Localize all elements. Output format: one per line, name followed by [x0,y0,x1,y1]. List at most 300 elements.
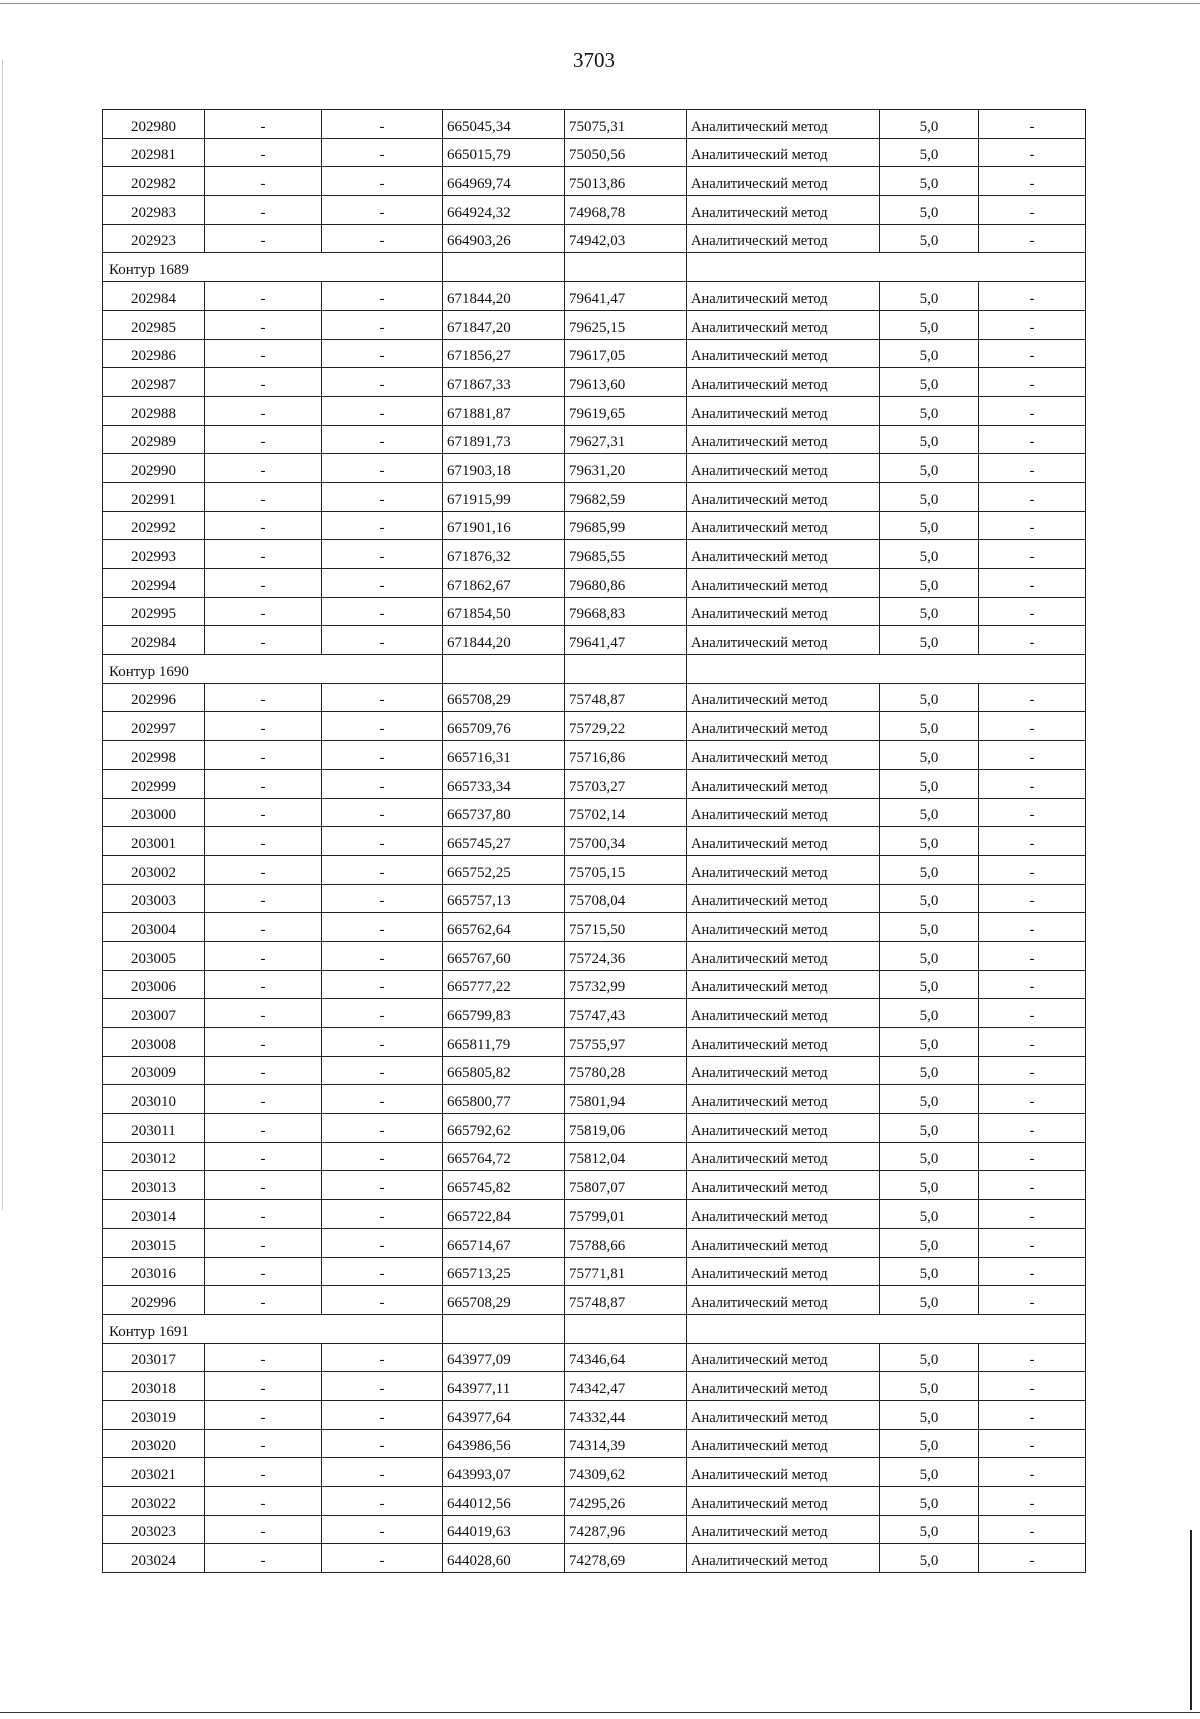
x-coordinate-cell: 665716,31 [443,741,565,770]
table-row [103,1228,1086,1257]
empty-value-cell: - [322,310,443,339]
x-coordinate-cell: 671876,32 [443,540,565,569]
empty-value-cell: - [205,1142,322,1171]
method-cell: Аналитический метод [687,511,880,540]
accuracy-cell: 5,0 [880,425,979,454]
point-id-cell: 202999 [103,769,205,798]
x-coordinate-cell: 665709,76 [443,712,565,741]
x-coordinate-cell: 665713,25 [443,1257,565,1286]
x-coordinate-cell: 664903,26 [443,224,565,253]
method-cell: Аналитический метод [687,1142,880,1171]
y-coordinate-cell: 74342,47 [565,1372,687,1401]
empty-value-cell: - [205,482,322,511]
empty-value-cell: - [205,110,322,139]
table-row [103,1487,1086,1516]
empty-value-cell: - [979,540,1086,569]
empty-value-cell: - [205,999,322,1028]
x-coordinate-cell: 671881,87 [443,396,565,425]
method-cell: Аналитический метод [687,1515,880,1544]
accuracy-cell: 5,0 [880,1286,979,1315]
y-coordinate-cell: 79613,60 [565,368,687,397]
y-coordinate-cell: 75705,15 [565,855,687,884]
table-row [103,741,1086,770]
y-coordinate-cell: 79680,86 [565,569,687,598]
empty-value-cell: - [322,339,443,368]
point-id-cell: 203018 [103,1372,205,1401]
method-cell: Аналитический метод [687,138,880,167]
accuracy-cell: 5,0 [880,970,979,999]
empty-value-cell: - [322,855,443,884]
y-coordinate-cell: 75799,01 [565,1200,687,1229]
method-cell: Аналитический метод [687,368,880,397]
empty-value-cell: - [205,282,322,311]
empty-value-cell: - [979,1171,1086,1200]
empty-value-cell: - [205,454,322,483]
empty-value-cell: - [979,1515,1086,1544]
empty-value-cell: - [322,913,443,942]
empty-value-cell: - [322,1028,443,1057]
table-row [103,511,1086,540]
y-coordinate-cell: 75013,86 [565,167,687,196]
empty-value-cell: - [322,941,443,970]
point-id-cell: 202990 [103,454,205,483]
empty-value-cell: - [205,798,322,827]
empty-value-cell: - [205,569,322,598]
empty-value-cell: - [205,1028,322,1057]
empty-value-cell: - [205,1400,322,1429]
accuracy-cell: 5,0 [880,396,979,425]
empty-value-cell: - [979,1343,1086,1372]
y-coordinate-cell: 75703,27 [565,769,687,798]
empty-value-cell: - [205,1515,322,1544]
accuracy-cell: 5,0 [880,167,979,196]
empty-value-cell: - [979,1286,1086,1315]
accuracy-cell: 5,0 [880,282,979,311]
method-cell: Аналитический метод [687,196,880,225]
table-row [103,110,1086,139]
empty-value-cell: - [979,511,1086,540]
y-coordinate-cell: 79625,15 [565,310,687,339]
table-row [103,970,1086,999]
empty-value-cell: - [322,1487,443,1516]
empty-value-cell: - [322,1400,443,1429]
point-id-cell: 202984 [103,282,205,311]
x-coordinate-cell: 671903,18 [443,454,565,483]
y-coordinate-cell: 74942,03 [565,224,687,253]
method-cell: Аналитический метод [687,941,880,970]
x-coordinate-cell: 643977,64 [443,1400,565,1429]
empty-value-cell: - [322,1142,443,1171]
point-id-cell: 203000 [103,798,205,827]
contour-header-row [103,655,1086,684]
y-coordinate-cell: 75715,50 [565,913,687,942]
point-id-cell: 202923 [103,224,205,253]
x-coordinate-cell: 665737,80 [443,798,565,827]
accuracy-cell: 5,0 [880,1142,979,1171]
scan-left-edge [2,60,3,1210]
table-row [103,425,1086,454]
method-cell: Аналитический метод [687,1286,880,1315]
empty-value-cell: - [979,1544,1086,1573]
y-coordinate-cell: 75724,36 [565,941,687,970]
table-row [103,1544,1086,1573]
accuracy-cell: 5,0 [880,1200,979,1229]
accuracy-cell: 5,0 [880,1487,979,1516]
empty-value-cell: - [205,941,322,970]
point-id-cell: 203007 [103,999,205,1028]
method-cell: Аналитический метод [687,1458,880,1487]
empty-value-cell: - [205,1257,322,1286]
empty-value-cell: - [979,454,1086,483]
empty-value-cell: - [979,368,1086,397]
point-id-cell: 202995 [103,597,205,626]
table-row [103,712,1086,741]
method-cell: Аналитический метод [687,454,880,483]
y-coordinate-cell: 75755,97 [565,1028,687,1057]
table-row [103,1200,1086,1229]
point-id-cell: 203003 [103,884,205,913]
table-row [103,626,1086,655]
method-cell: Аналитический метод [687,1487,880,1516]
method-cell: Аналитический метод [687,1085,880,1114]
accuracy-cell: 5,0 [880,511,979,540]
accuracy-cell: 5,0 [880,224,979,253]
method-cell: Аналитический метод [687,1544,880,1573]
point-id-cell: 202996 [103,1286,205,1315]
y-coordinate-cell: 75708,04 [565,884,687,913]
x-coordinate-cell: 665767,60 [443,941,565,970]
empty-value-cell: - [979,913,1086,942]
point-id-cell: 202986 [103,339,205,368]
point-id-cell: 203017 [103,1343,205,1372]
x-coordinate-cell: 671867,33 [443,368,565,397]
point-id-cell: 202989 [103,425,205,454]
accuracy-cell: 5,0 [880,884,979,913]
empty-value-cell: - [979,855,1086,884]
table-row [103,310,1086,339]
table-row [103,884,1086,913]
x-coordinate-cell: 665015,79 [443,138,565,167]
table-row [103,569,1086,598]
empty-value-cell: - [205,741,322,770]
y-coordinate-cell: 79619,65 [565,396,687,425]
method-cell: Аналитический метод [687,110,880,139]
table-row [103,1085,1086,1114]
x-coordinate-cell: 671901,16 [443,511,565,540]
contour-label: Контур 1690 [103,655,443,684]
contour-label: Контур 1691 [103,1314,443,1343]
empty-value-cell: - [322,626,443,655]
accuracy-cell: 5,0 [880,1429,979,1458]
empty-value-cell: - [322,454,443,483]
empty-value-cell: - [979,1142,1086,1171]
empty-value-cell: - [979,1085,1086,1114]
method-cell: Аналитический метод [687,884,880,913]
coordinates-table [102,109,1086,1573]
empty-value-cell: - [322,1085,443,1114]
empty-value-cell: - [322,282,443,311]
table-row [103,769,1086,798]
empty-value-cell: - [322,712,443,741]
point-id-cell: 203005 [103,941,205,970]
accuracy-cell: 5,0 [880,110,979,139]
empty-value-cell: - [205,425,322,454]
point-id-cell: 202985 [103,310,205,339]
table-row [103,196,1086,225]
accuracy-cell: 5,0 [880,1114,979,1143]
y-coordinate-cell: 79682,59 [565,482,687,511]
accuracy-cell: 5,0 [880,1056,979,1085]
accuracy-cell: 5,0 [880,769,979,798]
empty-value-cell: - [979,1056,1086,1085]
accuracy-cell: 5,0 [880,1171,979,1200]
empty-value-cell: - [205,1544,322,1573]
empty-value-cell: - [979,339,1086,368]
coordinates-table-body [103,110,1086,1573]
method-cell: Аналитический метод [687,970,880,999]
empty-value-cell: - [322,1228,443,1257]
point-id-cell: 202992 [103,511,205,540]
method-cell: Аналитический метод [687,712,880,741]
empty-value-cell: - [322,1372,443,1401]
empty-value-cell: - [979,712,1086,741]
empty-value-cell: - [322,396,443,425]
empty-value-cell: - [205,339,322,368]
empty-value-cell: - [322,540,443,569]
point-id-cell: 202997 [103,712,205,741]
x-coordinate-cell: 665714,67 [443,1228,565,1257]
point-id-cell: 202988 [103,396,205,425]
table-row [103,913,1086,942]
x-coordinate-cell: 643993,07 [443,1458,565,1487]
empty-value-cell: - [322,368,443,397]
accuracy-cell: 5,0 [880,1400,979,1429]
x-coordinate-cell: 671854,50 [443,597,565,626]
empty-value-cell: - [322,196,443,225]
y-coordinate-cell: 79685,99 [565,511,687,540]
blank-cell [443,1314,565,1343]
empty-value-cell: - [322,999,443,1028]
x-coordinate-cell: 671847,20 [443,310,565,339]
empty-value-cell: - [979,1028,1086,1057]
point-id-cell: 202993 [103,540,205,569]
x-coordinate-cell: 644019,63 [443,1515,565,1544]
empty-value-cell: - [322,1056,443,1085]
method-cell: Аналитический метод [687,626,880,655]
empty-value-cell: - [322,741,443,770]
accuracy-cell: 5,0 [880,999,979,1028]
method-cell: Аналитический метод [687,741,880,770]
point-id-cell: 203019 [103,1400,205,1429]
empty-value-cell: - [979,138,1086,167]
y-coordinate-cell: 79631,20 [565,454,687,483]
empty-value-cell: - [205,1228,322,1257]
point-id-cell: 203024 [103,1544,205,1573]
table-row [103,1286,1086,1315]
y-coordinate-cell: 75807,07 [565,1171,687,1200]
empty-value-cell: - [979,827,1086,856]
empty-value-cell: - [979,1372,1086,1401]
y-coordinate-cell: 79685,55 [565,540,687,569]
accuracy-cell: 5,0 [880,540,979,569]
x-coordinate-cell: 671915,99 [443,482,565,511]
x-coordinate-cell: 665764,72 [443,1142,565,1171]
empty-value-cell: - [205,1200,322,1229]
empty-value-cell: - [979,941,1086,970]
x-coordinate-cell: 665708,29 [443,1286,565,1315]
method-cell: Аналитический метод [687,1171,880,1200]
point-id-cell: 202984 [103,626,205,655]
method-cell: Аналитический метод [687,1056,880,1085]
empty-value-cell: - [205,196,322,225]
empty-value-cell: - [979,884,1086,913]
table-row [103,482,1086,511]
x-coordinate-cell: 665752,25 [443,855,565,884]
blank-cell [687,1314,1086,1343]
blank-cell [687,253,1086,282]
empty-value-cell: - [322,167,443,196]
empty-value-cell: - [979,167,1086,196]
scan-bottom-edge [0,1712,1200,1713]
y-coordinate-cell: 75780,28 [565,1056,687,1085]
accuracy-cell: 5,0 [880,1257,979,1286]
y-coordinate-cell: 79641,47 [565,626,687,655]
method-cell: Аналитический метод [687,282,880,311]
x-coordinate-cell: 665745,82 [443,1171,565,1200]
accuracy-cell: 5,0 [880,683,979,712]
method-cell: Аналитический метод [687,167,880,196]
y-coordinate-cell: 74314,39 [565,1429,687,1458]
point-id-cell: 203014 [103,1200,205,1229]
y-coordinate-cell: 79617,05 [565,339,687,368]
x-coordinate-cell: 665792,62 [443,1114,565,1143]
y-coordinate-cell: 75788,66 [565,1228,687,1257]
point-id-cell: 202998 [103,741,205,770]
accuracy-cell: 5,0 [880,482,979,511]
empty-value-cell: - [322,138,443,167]
method-cell: Аналитический метод [687,1343,880,1372]
empty-value-cell: - [979,970,1086,999]
method-cell: Аналитический метод [687,224,880,253]
blank-cell [565,1314,687,1343]
x-coordinate-cell: 665722,84 [443,1200,565,1229]
empty-value-cell: - [205,884,322,913]
empty-value-cell: - [979,396,1086,425]
empty-value-cell: - [205,712,322,741]
empty-value-cell: - [979,110,1086,139]
y-coordinate-cell: 75732,99 [565,970,687,999]
x-coordinate-cell: 664969,74 [443,167,565,196]
empty-value-cell: - [322,1515,443,1544]
table-row [103,1171,1086,1200]
empty-value-cell: - [205,913,322,942]
point-id-cell: 202982 [103,167,205,196]
method-cell: Аналитический метод [687,1372,880,1401]
y-coordinate-cell: 75819,06 [565,1114,687,1143]
table-row [103,1400,1086,1429]
accuracy-cell: 5,0 [880,138,979,167]
empty-value-cell: - [205,511,322,540]
table-row [103,1372,1086,1401]
x-coordinate-cell: 671844,20 [443,282,565,311]
point-id-cell: 202980 [103,110,205,139]
empty-value-cell: - [205,683,322,712]
empty-value-cell: - [979,482,1086,511]
y-coordinate-cell: 75812,04 [565,1142,687,1171]
method-cell: Аналитический метод [687,339,880,368]
accuracy-cell: 5,0 [880,941,979,970]
empty-value-cell: - [205,1372,322,1401]
empty-value-cell: - [979,597,1086,626]
empty-value-cell: - [322,827,443,856]
y-coordinate-cell: 75748,87 [565,1286,687,1315]
point-id-cell: 202987 [103,368,205,397]
table-row [103,540,1086,569]
method-cell: Аналитический метод [687,597,880,626]
empty-value-cell: - [205,827,322,856]
y-coordinate-cell: 75702,14 [565,798,687,827]
table-row [103,1458,1086,1487]
point-id-cell: 202996 [103,683,205,712]
method-cell: Аналитический метод [687,425,880,454]
table-row [103,827,1086,856]
empty-value-cell: - [322,425,443,454]
table-row [103,798,1086,827]
point-id-cell: 203021 [103,1458,205,1487]
empty-value-cell: - [979,569,1086,598]
empty-value-cell: - [205,396,322,425]
x-coordinate-cell: 665800,77 [443,1085,565,1114]
empty-value-cell: - [979,999,1086,1028]
method-cell: Аналитический метод [687,999,880,1028]
accuracy-cell: 5,0 [880,597,979,626]
y-coordinate-cell: 79668,83 [565,597,687,626]
empty-value-cell: - [979,1114,1086,1143]
empty-value-cell: - [205,597,322,626]
empty-value-cell: - [205,1343,322,1372]
empty-value-cell: - [979,1228,1086,1257]
y-coordinate-cell: 74968,78 [565,196,687,225]
empty-value-cell: - [322,511,443,540]
scan-right-edge [1190,1530,1192,1710]
y-coordinate-cell: 74295,26 [565,1487,687,1516]
method-cell: Аналитический метод [687,310,880,339]
contour-header-row [103,253,1086,282]
accuracy-cell: 5,0 [880,741,979,770]
empty-value-cell: - [322,769,443,798]
method-cell: Аналитический метод [687,540,880,569]
table-row [103,1343,1086,1372]
empty-value-cell: - [979,1487,1086,1516]
y-coordinate-cell: 75748,87 [565,683,687,712]
y-coordinate-cell: 75801,94 [565,1085,687,1114]
accuracy-cell: 5,0 [880,913,979,942]
empty-value-cell: - [979,1429,1086,1458]
x-coordinate-cell: 665757,13 [443,884,565,913]
empty-value-cell: - [979,425,1086,454]
table-row [103,167,1086,196]
point-id-cell: 203009 [103,1056,205,1085]
x-coordinate-cell: 671862,67 [443,569,565,598]
y-coordinate-cell: 75050,56 [565,138,687,167]
empty-value-cell: - [322,683,443,712]
point-id-cell: 203020 [103,1429,205,1458]
accuracy-cell: 5,0 [880,827,979,856]
method-cell: Аналитический метод [687,769,880,798]
empty-value-cell: - [322,1458,443,1487]
x-coordinate-cell: 665745,27 [443,827,565,856]
empty-value-cell: - [205,1056,322,1085]
